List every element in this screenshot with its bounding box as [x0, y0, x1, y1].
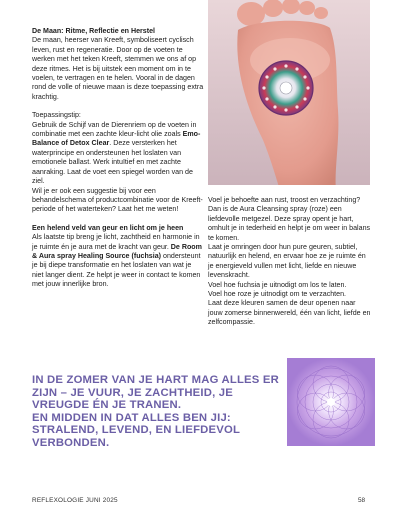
intro-heading: De Maan: Ritme, Reflectie en Herstel — [32, 27, 155, 35]
zodiac-disc — [259, 61, 313, 115]
left-column — [32, 27, 204, 299]
tip-heading: Toepassingstip: — [32, 111, 81, 120]
healing-product: De Room & Aura spray Healing Source (fuchsia) — [32, 242, 202, 260]
right-paragraph-1: Voel je behoefte aan rust, troost en verzachting? Dan is de Aura Cleansing spray (roze) een liefdevolle metgezel. Deze spray opent je hart, omhult je in tederheid en helpt je om weer in balans te komen. — [208, 196, 371, 242]
foot-sole-image — [208, 0, 370, 185]
pull-quote — [32, 374, 282, 450]
pull-quote-line-1: IN DE ZOMER VAN JE HART MAG ALLES ER ZIJN – JE VUUR, JE ZACHTHEID, JE VREUGDE ÉN JE TRANEN. — [32, 374, 279, 412]
right-column — [208, 196, 372, 328]
intro-paragraph — [32, 27, 204, 102]
healing-text-2: ondersteunt je bij diepe transformatie en het loslaten van wat je niet langer dient. Ze helpt je weer in contact te komen met jouw innerlijke bron. — [32, 251, 201, 289]
tip-text-1: Gebruik de Schijf van de Dierenriem op de voeten in combinatie met een zachte kleur-licht olie zoals — [32, 120, 197, 139]
intro-body: De maan, heerser van Kreeft, symboliseert cyclisch leven, rust en regeneratie. Door op de voeten te werken met het teken Kreeft, stemmen we ons af op deze ritmes. Het is bij uitstek een moment om in te voelen, te vertragen en te helen. Vooral in de dagen rond de volle of nieuwe maan is deze toepassing extra krachtig. — [32, 36, 204, 101]
right-paragraph-3: Voel hoe fuchsia je uitnodigt om los te laten. — [208, 280, 347, 289]
footer-page-number: 58 — [358, 497, 366, 504]
healing-paragraph — [32, 224, 204, 290]
mandala-graphic — [287, 358, 375, 446]
footer-publication: REFLEXOLOGIE JUNI 2025 — [32, 497, 118, 504]
foot-photo — [208, 0, 370, 185]
pull-quote-line-2: EN MIDDEN IN DAT ALLES BEN JIJ: STRALEND, LEVEND, EN LIEFDEVOL VERBONDEN. — [32, 411, 240, 449]
right-paragraph-4: Voel hoe roze je uitnodigt om te verzachten. — [208, 290, 347, 299]
mandala-image — [287, 358, 375, 446]
tip-product: Emo-Balance of Detox Clear — [32, 130, 201, 148]
tip-text-2: . Deze versterken het waterprincipe en ondersteunen het loslaten van emotionele ballast. Werk intuïtief en met zachte aanraking. Laat de voet een spiegel worden van de ziel. — [32, 139, 193, 186]
tip-text-3: Wil je er ook een suggestie bij voor een behandelschema of productcombinatie voor de Kreeft-periode of het waterteken? Laat het me weten! — [32, 186, 203, 214]
healing-heading: Een helend veld van geur en licht om je heen — [32, 223, 184, 232]
tip-paragraph — [32, 111, 204, 214]
right-paragraph-2: Laat je omringen door hun pure geuren, subtiel, natuurlijk en helend, en ervaar hoe ze je ruimte én je energieveld vullen met licht, liefde en nieuwe levenskracht. — [208, 243, 366, 280]
healing-text-1: Als laatste tip breng je licht, zachtheid en harmonie in je ruimte én je aura met de kracht van geur. — [32, 233, 200, 251]
right-paragraph-5: Laat deze kleuren samen de deur openen naar jouw zomerse binnenwereld, één van licht, liefde en zelfcompassie. — [208, 299, 371, 327]
